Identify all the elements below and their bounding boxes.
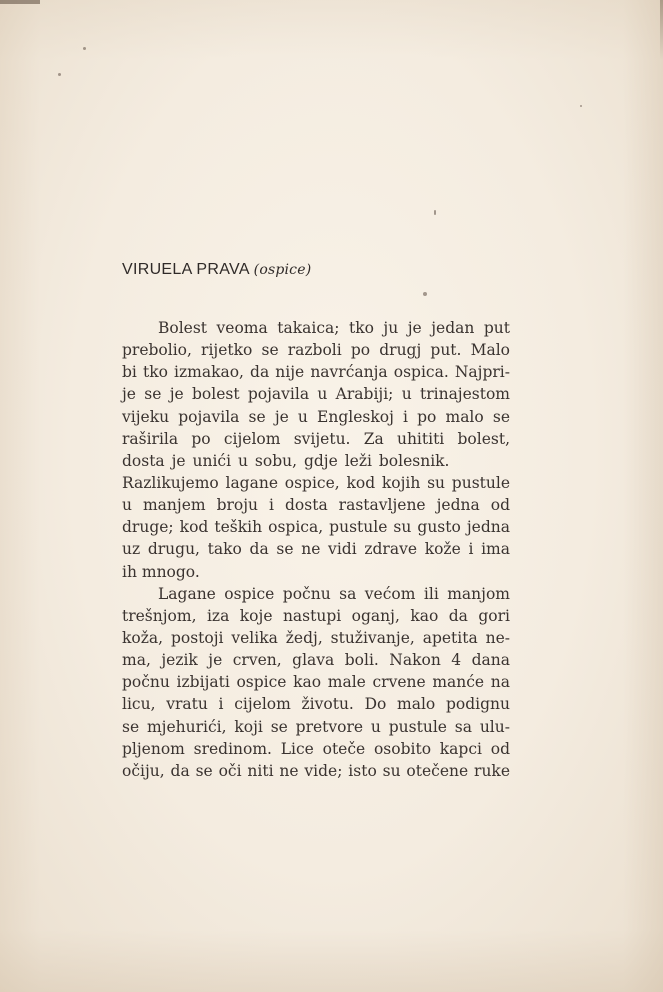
text-line: pljenom sredinom. Lice oteče osobito kapci od bbox=[122, 739, 510, 758]
text-line: Razlikujemo lagane ospice, kod kojih su pustule bbox=[122, 473, 510, 492]
text-line: očiju, da se oči niti ne vide; isto su otečene ruke bbox=[122, 761, 510, 780]
text-line: uz drugu, tako da se ne vidi zdrave kože i ima bbox=[122, 540, 510, 559]
text-line: se mjehurići, koji se pretvore u pustule sa ulu- bbox=[122, 717, 510, 736]
text-line: ma, jezik je crven, glava boli. Nakon 4 dana bbox=[122, 651, 510, 670]
paper-speck bbox=[580, 105, 582, 107]
text-line: koža, postoji velika žedj, stuživanje, apetita ne- bbox=[122, 628, 510, 647]
page-body bbox=[122, 258, 510, 782]
text-line: licu, vratu i cijelom životu. Do malo podignu bbox=[122, 695, 510, 714]
paragraph-2 bbox=[122, 583, 510, 782]
text-line: trešnjom, iza koje nastupi oganj, kao da gori bbox=[122, 606, 510, 625]
text-line: prebolio, rijetko se razboli po drugj put. Malo bbox=[122, 341, 510, 360]
section-title bbox=[122, 258, 510, 282]
text-line: vijeku pojavila se je u Engleskoj i po malo se bbox=[122, 407, 510, 426]
page-edge-shadow bbox=[0, 0, 40, 4]
text-line: Lagane ospice počnu sa većom ili manjom bbox=[158, 584, 510, 603]
paragraph-1 bbox=[122, 317, 510, 583]
text-line: druge; kod teških ospica, pustule su gusto jedna bbox=[122, 518, 510, 537]
text-line: ih mnogo. bbox=[122, 562, 200, 581]
text-line: u manjem broju i dosta rastavljene jedna od bbox=[122, 496, 510, 515]
paper-speck bbox=[83, 47, 86, 50]
text-line: raširila po cijelom svijetu. Za uhititi bolest, bbox=[122, 429, 510, 448]
text-line: je se je bolest pojavila u Arabiji; u trinajestom bbox=[122, 385, 510, 404]
paper-speck bbox=[434, 210, 436, 215]
text-line: dosta je unići u sobu, gdje leži bolesnik. bbox=[122, 451, 450, 470]
text-line: Bolest veoma takaica; tko ju je jedan put bbox=[158, 319, 510, 337]
text-line: bi tko izmakao, da nije navrćanja ospica. Najpri- bbox=[122, 363, 510, 382]
section-title-note: (ospice) bbox=[253, 262, 312, 278]
paper-speck bbox=[58, 73, 61, 76]
text-line: počnu izbijati ospice kao male crvene manće na bbox=[122, 673, 510, 692]
section-title-main: VIRUELA PRAVA bbox=[122, 261, 249, 278]
